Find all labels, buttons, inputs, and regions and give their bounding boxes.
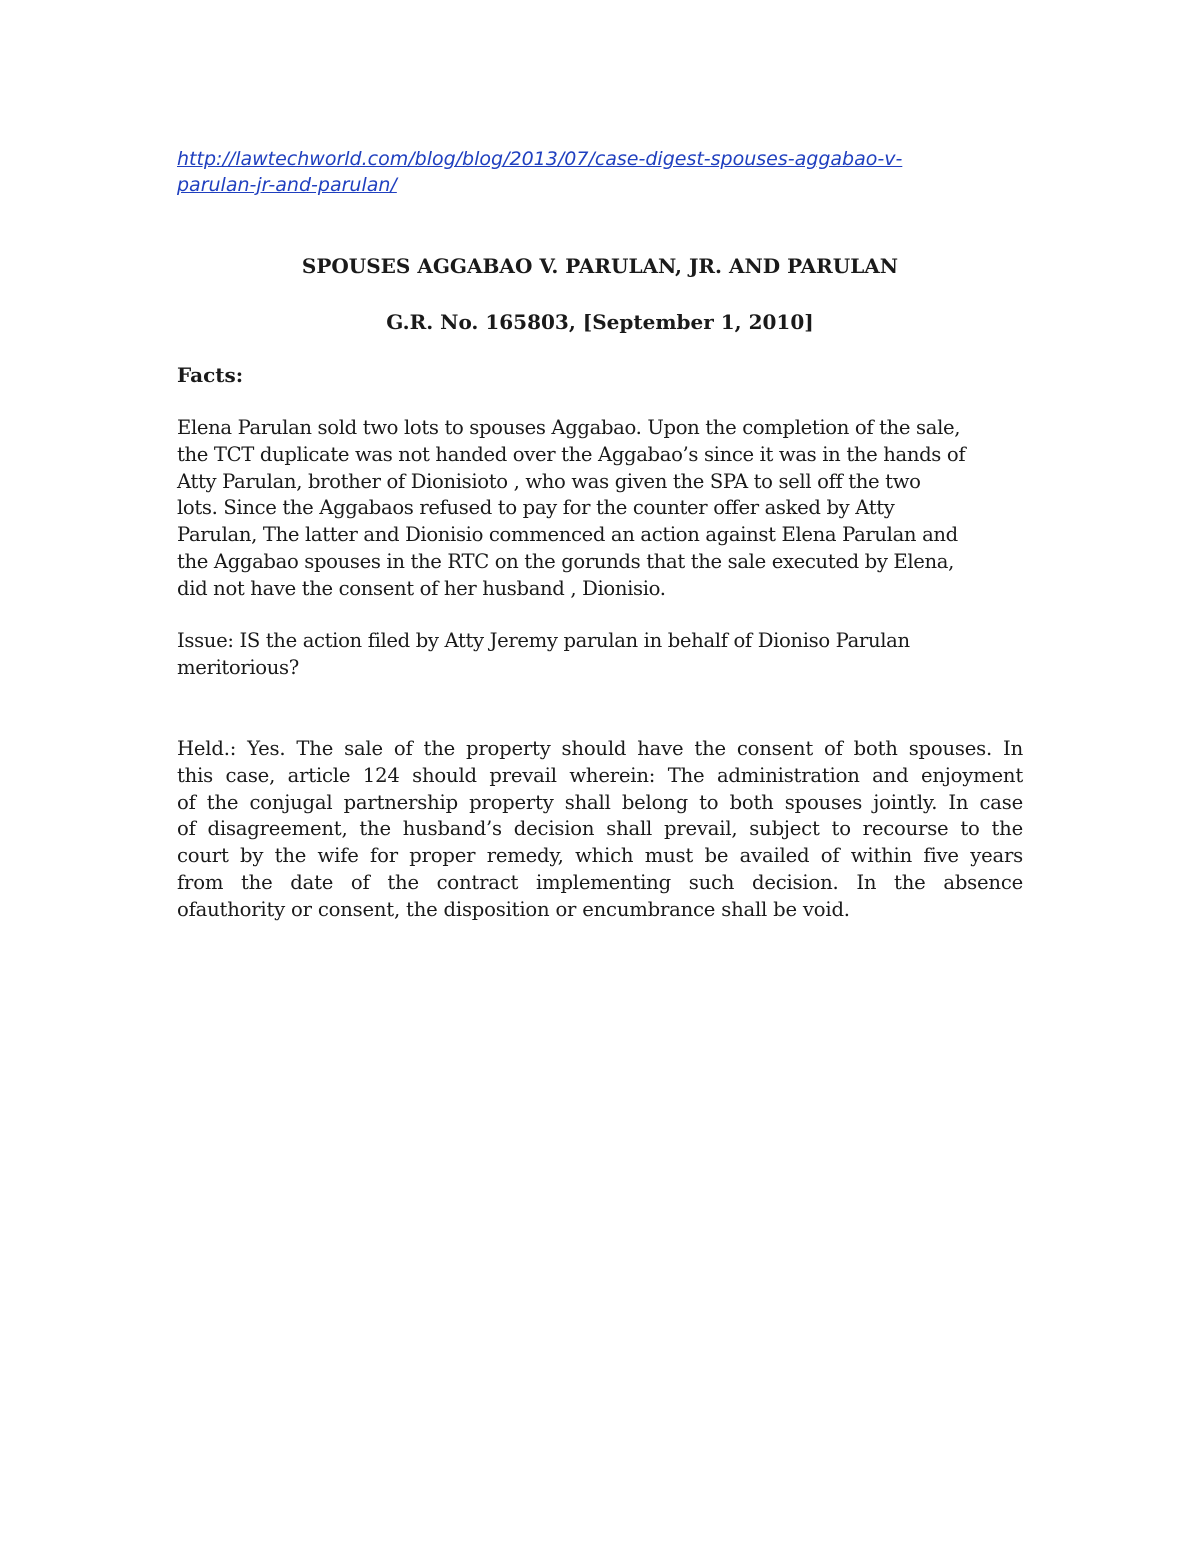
facts-heading: Facts:	[177, 363, 244, 387]
case-number: G.R. No. 165803, [September 1, 2010]	[386, 310, 814, 334]
source-link-line-1: http://lawtechworld.com/blog/blog/2013/07/case-digest-spouses-aggabao-v-	[177, 148, 903, 170]
facts-line: did not have the consent of her husband , Dionisio.	[177, 576, 666, 600]
held-line: from the date of the contract implementing such decision. In the absence	[177, 870, 1023, 894]
issue-line: meritorious?	[177, 655, 299, 679]
held-line: ofauthority or consent, the disposition or encumbrance shall be void.	[177, 897, 850, 921]
source-link-line-2: parulan-jr-and-parulan/	[177, 174, 397, 196]
facts-line: Atty Parulan, brother of Dionisioto , who was given the SPA to sell off the two	[177, 469, 921, 493]
issue-line: Issue: IS the action filed by Atty Jeremy parulan in behalf of Dioniso Parulan	[177, 629, 910, 652]
held-line: of disagreement, the husband’s decision shall prevail, subject to recourse to the	[177, 817, 1023, 841]
issue-paragraph	[177, 628, 1023, 682]
facts-line: lots. Since the Aggabaos refused to pay for the counter offer asked by Atty	[177, 496, 895, 520]
source-link-block	[177, 146, 977, 198]
facts-paragraph	[177, 415, 1023, 603]
held-line: this case, article 124 should prevail wherein: The administration and enjoyment	[177, 763, 1023, 787]
facts-line: Elena Parulan sold two lots to spouses Aggabao. Upon the completion of the sale,	[177, 416, 961, 439]
facts-line: Parulan, The latter and Dionisio commenced an action against Elena Parulan and	[177, 523, 958, 547]
held-paragraph	[177, 736, 1023, 924]
case-title: SPOUSES AGGABAO V. PARULAN, JR. AND PARULAN	[301, 254, 899, 278]
held-line: court by the wife for proper remedy, which must be availed of within five years	[177, 844, 1023, 868]
facts-line: the TCT duplicate was not handed over the Aggabao’s since it was in the hands of	[177, 442, 966, 466]
facts-line: the Aggabao spouses in the RTC on the gorunds that the sale executed by Elena,	[177, 549, 955, 573]
source-link[interactable]	[177, 146, 977, 198]
held-line: of the conjugal partnership property shall belong to both spouses jointly. In case	[177, 790, 1023, 814]
held-line: Held.: Yes. The sale of the property should have the consent of both spouses. In	[177, 737, 1023, 760]
